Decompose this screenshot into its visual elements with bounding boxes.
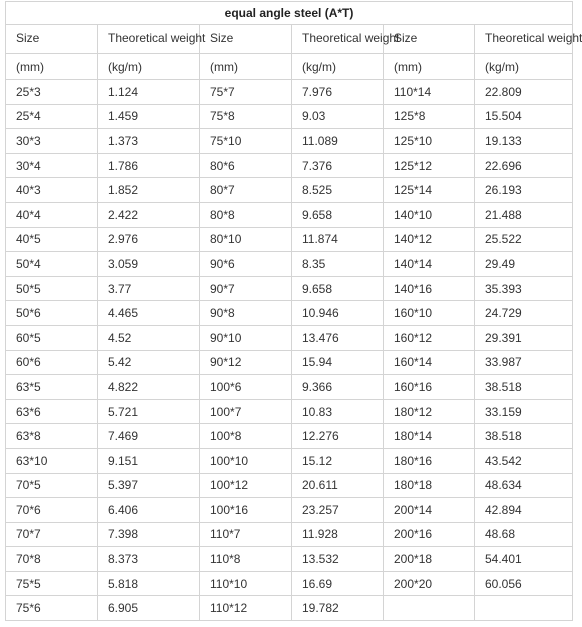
size-cell: 80*8 — [200, 202, 292, 227]
size-cell: 200*18 — [384, 547, 475, 572]
size-cell: 40*3 — [6, 178, 98, 203]
size-cell: 90*7 — [200, 276, 292, 301]
weight-cell: 1.459 — [98, 104, 200, 129]
size-cell: 75*5 — [6, 571, 98, 596]
unit-label: (mm) — [384, 54, 475, 80]
size-cell: 100*7 — [200, 399, 292, 424]
weight-cell: 23.257 — [292, 498, 384, 523]
unit-label: (kg/m) — [98, 54, 200, 80]
weight-cell: 5.397 — [98, 473, 200, 498]
weight-cell: 9.366 — [292, 375, 384, 400]
weight-cell: 10.83 — [292, 399, 384, 424]
size-cell: 200*20 — [384, 571, 475, 596]
size-cell: 140*16 — [384, 276, 475, 301]
unit-label: (kg/m) — [292, 54, 384, 80]
weight-cell: 22.809 — [475, 80, 573, 105]
size-cell: 75*8 — [200, 104, 292, 129]
size-cell: 100*10 — [200, 448, 292, 473]
equal-angle-steel-table — [5, 1, 582, 621]
weight-cell: 35.393 — [475, 276, 573, 301]
weight-cell: 26.193 — [475, 178, 573, 203]
weight-cell: 2.422 — [98, 202, 200, 227]
weight-cell: 13.476 — [292, 325, 384, 350]
unit-label: (mm) — [6, 54, 98, 80]
size-cell: 110*7 — [200, 522, 292, 547]
table-row — [6, 498, 573, 523]
weight-cell: 7.376 — [292, 153, 384, 178]
weight-cell: 12.276 — [292, 424, 384, 449]
size-cell: 60*6 — [6, 350, 98, 375]
size-cell: 140*14 — [384, 252, 475, 277]
size-cell: 110*10 — [200, 571, 292, 596]
weight-cell: 1.786 — [98, 153, 200, 178]
size-cell: 100*8 — [200, 424, 292, 449]
weight-cell: 54.401 — [475, 547, 573, 572]
weight-cell: 10.946 — [292, 301, 384, 326]
weight-cell: 9.658 — [292, 202, 384, 227]
weight-cell: 7.398 — [98, 522, 200, 547]
size-cell: 90*10 — [200, 325, 292, 350]
size-cell: 25*4 — [6, 104, 98, 129]
weight-cell: 9.03 — [292, 104, 384, 129]
table-row — [6, 301, 573, 326]
size-cell: 160*10 — [384, 301, 475, 326]
size-cell: 125*14 — [384, 178, 475, 203]
size-cell: 80*10 — [200, 227, 292, 252]
size-cell: 200*14 — [384, 498, 475, 523]
table-row — [6, 448, 573, 473]
unit-label: (mm) — [200, 54, 292, 80]
table-row — [6, 129, 573, 154]
size-cell: 70*8 — [6, 547, 98, 572]
table-row — [6, 473, 573, 498]
size-cell: 140*12 — [384, 227, 475, 252]
size-cell: 125*10 — [384, 129, 475, 154]
unit-label: (kg/m) — [475, 54, 573, 80]
weight-cell: 19.782 — [292, 596, 384, 621]
size-cell: 90*6 — [200, 252, 292, 277]
size-cell: 50*4 — [6, 252, 98, 277]
table-title: equal angle steel (A*T) — [6, 2, 573, 25]
size-cell: 40*4 — [6, 202, 98, 227]
size-cell: 70*7 — [6, 522, 98, 547]
weight-cell: 6.905 — [98, 596, 200, 621]
size-cell: 160*14 — [384, 350, 475, 375]
size-cell: 180*14 — [384, 424, 475, 449]
weight-cell: 25.522 — [475, 227, 573, 252]
weight-cell: 21.488 — [475, 202, 573, 227]
size-cell: 180*12 — [384, 399, 475, 424]
weight-cell: 22.696 — [475, 153, 573, 178]
weight-cell: 19.133 — [475, 129, 573, 154]
size-cell: 200*16 — [384, 522, 475, 547]
table-row — [6, 276, 573, 301]
weight-cell: 5.818 — [98, 571, 200, 596]
weight-cell: 2.976 — [98, 227, 200, 252]
weight-cell: 60.056 — [475, 571, 573, 596]
table-row — [6, 596, 573, 621]
weight-cell: 9.151 — [98, 448, 200, 473]
size-cell: 90*12 — [200, 350, 292, 375]
size-cell: 100*6 — [200, 375, 292, 400]
size-cell: 75*10 — [200, 129, 292, 154]
size-cell: 160*12 — [384, 325, 475, 350]
size-cell: 160*16 — [384, 375, 475, 400]
size-cell: 75*7 — [200, 80, 292, 105]
size-cell: 50*6 — [6, 301, 98, 326]
size-cell: 50*5 — [6, 276, 98, 301]
size-cell: 70*6 — [6, 498, 98, 523]
weight-cell: 11.089 — [292, 129, 384, 154]
weight-cell: 3.059 — [98, 252, 200, 277]
size-cell: 30*4 — [6, 153, 98, 178]
weight-cell: 5.42 — [98, 350, 200, 375]
weight-cell: 4.52 — [98, 325, 200, 350]
weight-cell: 13.532 — [292, 547, 384, 572]
weight-cell: 29.49 — [475, 252, 573, 277]
size-cell: 100*16 — [200, 498, 292, 523]
table-body — [6, 80, 573, 621]
size-cell: 75*6 — [6, 596, 98, 621]
weight-cell: 11.874 — [292, 227, 384, 252]
header-row — [6, 25, 573, 54]
size-cell: 110*12 — [200, 596, 292, 621]
table-row — [6, 252, 573, 277]
size-cell: 140*10 — [384, 202, 475, 227]
weight-cell: 33.987 — [475, 350, 573, 375]
weight-cell: 48.68 — [475, 522, 573, 547]
size-cell: 63*5 — [6, 375, 98, 400]
size-cell: 60*5 — [6, 325, 98, 350]
column-header: Theoretical weight — [292, 25, 384, 54]
weight-cell: 3.77 — [98, 276, 200, 301]
column-header: Size — [6, 25, 98, 54]
size-cell: 110*14 — [384, 80, 475, 105]
column-header: Theoretical weight — [475, 25, 573, 54]
size-cell: 80*6 — [200, 153, 292, 178]
column-header: Size — [200, 25, 292, 54]
title-row — [6, 2, 573, 25]
size-cell: 180*16 — [384, 448, 475, 473]
table-row — [6, 227, 573, 252]
table-row — [6, 375, 573, 400]
weight-cell: 7.976 — [292, 80, 384, 105]
table-row — [6, 325, 573, 350]
table-row — [6, 399, 573, 424]
table-row — [6, 547, 573, 572]
weight-cell: 38.518 — [475, 424, 573, 449]
size-cell: 100*12 — [200, 473, 292, 498]
table-row — [6, 350, 573, 375]
size-cell: 80*7 — [200, 178, 292, 203]
weight-cell: 1.124 — [98, 80, 200, 105]
size-cell: 63*8 — [6, 424, 98, 449]
size-cell — [384, 596, 475, 621]
weight-cell: 43.542 — [475, 448, 573, 473]
weight-cell: 48.634 — [475, 473, 573, 498]
table-row — [6, 571, 573, 596]
size-cell: 63*10 — [6, 448, 98, 473]
units-row — [6, 54, 573, 80]
size-cell: 125*8 — [384, 104, 475, 129]
size-cell: 180*18 — [384, 473, 475, 498]
weight-cell: 15.94 — [292, 350, 384, 375]
weight-cell: 24.729 — [475, 301, 573, 326]
weight-cell: 20.611 — [292, 473, 384, 498]
weight-cell: 4.822 — [98, 375, 200, 400]
size-cell: 63*6 — [6, 399, 98, 424]
weight-cell: 15.12 — [292, 448, 384, 473]
table-row — [6, 202, 573, 227]
weight-cell: 6.406 — [98, 498, 200, 523]
table-row — [6, 522, 573, 547]
weight-cell: 1.373 — [98, 129, 200, 154]
size-cell: 110*8 — [200, 547, 292, 572]
table-row — [6, 424, 573, 449]
column-header: Theoretical weight — [98, 25, 200, 54]
table-row — [6, 178, 573, 203]
weight-cell: 1.852 — [98, 178, 200, 203]
weight-cell: 33.159 — [475, 399, 573, 424]
table-row — [6, 104, 573, 129]
weight-cell: 7.469 — [98, 424, 200, 449]
table-row — [6, 153, 573, 178]
weight-cell: 16.69 — [292, 571, 384, 596]
table-wrapper — [5, 1, 582, 621]
weight-cell: 9.658 — [292, 276, 384, 301]
weight-cell: 8.525 — [292, 178, 384, 203]
weight-cell: 8.35 — [292, 252, 384, 277]
weight-cell: 4.465 — [98, 301, 200, 326]
size-cell: 70*5 — [6, 473, 98, 498]
weight-cell: 8.373 — [98, 547, 200, 572]
size-cell: 40*5 — [6, 227, 98, 252]
size-cell: 25*3 — [6, 80, 98, 105]
weight-cell: 42.894 — [475, 498, 573, 523]
weight-cell: 15.504 — [475, 104, 573, 129]
size-cell: 125*12 — [384, 153, 475, 178]
weight-cell — [475, 596, 573, 621]
size-cell: 30*3 — [6, 129, 98, 154]
column-header: Size — [384, 25, 475, 54]
weight-cell: 38.518 — [475, 375, 573, 400]
weight-cell: 5.721 — [98, 399, 200, 424]
table-row — [6, 80, 573, 105]
size-cell: 90*8 — [200, 301, 292, 326]
weight-cell: 11.928 — [292, 522, 384, 547]
weight-cell: 29.391 — [475, 325, 573, 350]
